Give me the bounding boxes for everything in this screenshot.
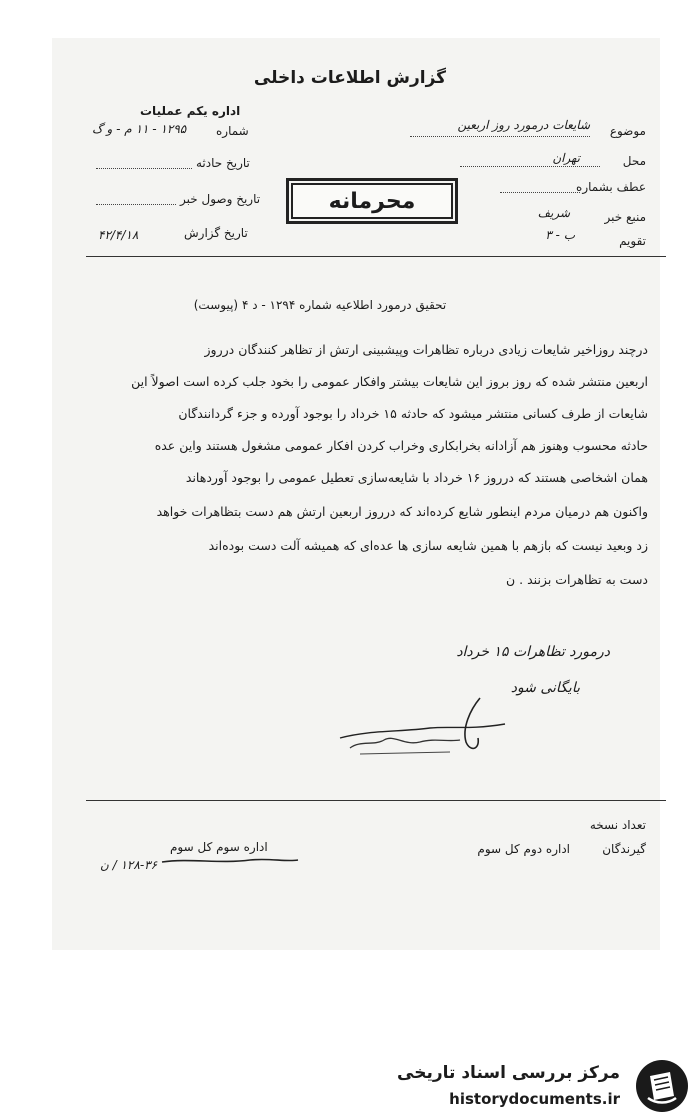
reference-label: عطف بشماره	[576, 180, 646, 194]
report-date-label: تاریخ گزارش	[184, 226, 248, 240]
classification-stamp: محرمانه	[286, 178, 458, 224]
body-line: درچند روزاخیر شایعات زیادی درباره تظاهرات وپیشبینی ارتش از تظاهر کنندگان درروز	[204, 342, 648, 357]
recipients-label: گیرندگان	[602, 842, 646, 856]
signature	[330, 690, 520, 760]
body-line: دست به تظاهرات بزنند . ن	[506, 572, 648, 587]
incident-date-label: تاریخ حادثه	[196, 156, 250, 170]
number-label: شماره	[216, 124, 249, 138]
archive-logo-icon	[634, 1058, 690, 1114]
source-label: منبع خبر	[604, 210, 646, 224]
copies-label: تعداد نسخه	[589, 818, 646, 832]
incident-date-line	[96, 168, 192, 169]
file-code: ۱۲۸-۳۶ / ن	[100, 858, 158, 872]
body-line: شایعات از طرف کسانی منتشر میشود که حادثه ۱۵ خرداد را بوجود آورده و جزء گردانندگان	[178, 406, 648, 421]
recipient-underline	[160, 854, 300, 868]
recipient-2: اداره دوم کل سوم	[477, 842, 570, 856]
subject-line	[410, 136, 590, 137]
receipt-date-line	[96, 204, 176, 205]
archive-url: historydocuments.ir	[449, 1090, 620, 1108]
body-line: زد وبعید نیست که بازهم با همین شایعه سازی ها عده‌ای که همیشه آلت دست بوده‌اند	[208, 538, 648, 553]
report-date-value: ۴۲/۴/۱۸	[98, 228, 139, 242]
handwritten-note: درمورد تظاهرات ۱۵ خرداد	[456, 644, 610, 660]
receipt-date-label: تاریخ وصول خبر	[180, 192, 261, 206]
reference-line	[500, 192, 580, 193]
body-line: اربعین منتشر شده که روز بروز این شایعات بیشتر وافکار عمومی را بخود جلب کرده است اصولاً این	[131, 374, 648, 389]
header-divider	[86, 256, 666, 257]
body-line: واکنون هم درمیان مردم اینطور شایع کرده‌اند که درروز اربعین ارتش هم دست بتظاهرات خواهد	[156, 504, 648, 519]
rating-label: تقویم	[619, 234, 646, 248]
subject-value: شایعات درمورد روز اربعین	[457, 118, 590, 132]
subject-label: موضوع	[609, 124, 646, 138]
archive-org-name: مرکز بررسی اسناد تاریخی	[397, 1063, 620, 1083]
place-value: تهران	[552, 151, 580, 165]
place-line	[460, 166, 600, 167]
document-sheet	[52, 38, 660, 950]
place-label: محل	[622, 154, 646, 168]
recipient-1: اداره سوم کل سوم	[170, 840, 268, 854]
rating-value: ب - ۳	[545, 228, 575, 242]
department-label: اداره یکم عملیات	[140, 104, 241, 118]
source-value: شریف	[537, 206, 570, 220]
body-line: حادثه محسوب وهنوز هم آزادانه بخرابکاری وخراب کردن افکار عمومی مشغول هستند واین عده	[154, 438, 648, 453]
handwritten-note: بایگانی شود	[510, 680, 580, 696]
document-title: گزارش اطلاعات داخلی	[253, 68, 447, 88]
body-line: همان اشخاصی هستند که درروز ۱۶ خرداد با شایعه‌سازی تعطیل عمومی را بوجود آوردهاند	[185, 470, 648, 485]
footer-divider	[86, 800, 666, 801]
body-subject-line: تحقیق درمورد اطلاعیه شماره ۱۲۹۴ - د ۴ (پیوست)	[193, 298, 447, 312]
number-value: ۱۲۹۵ - ۱۱ م - و گ	[92, 122, 187, 136]
